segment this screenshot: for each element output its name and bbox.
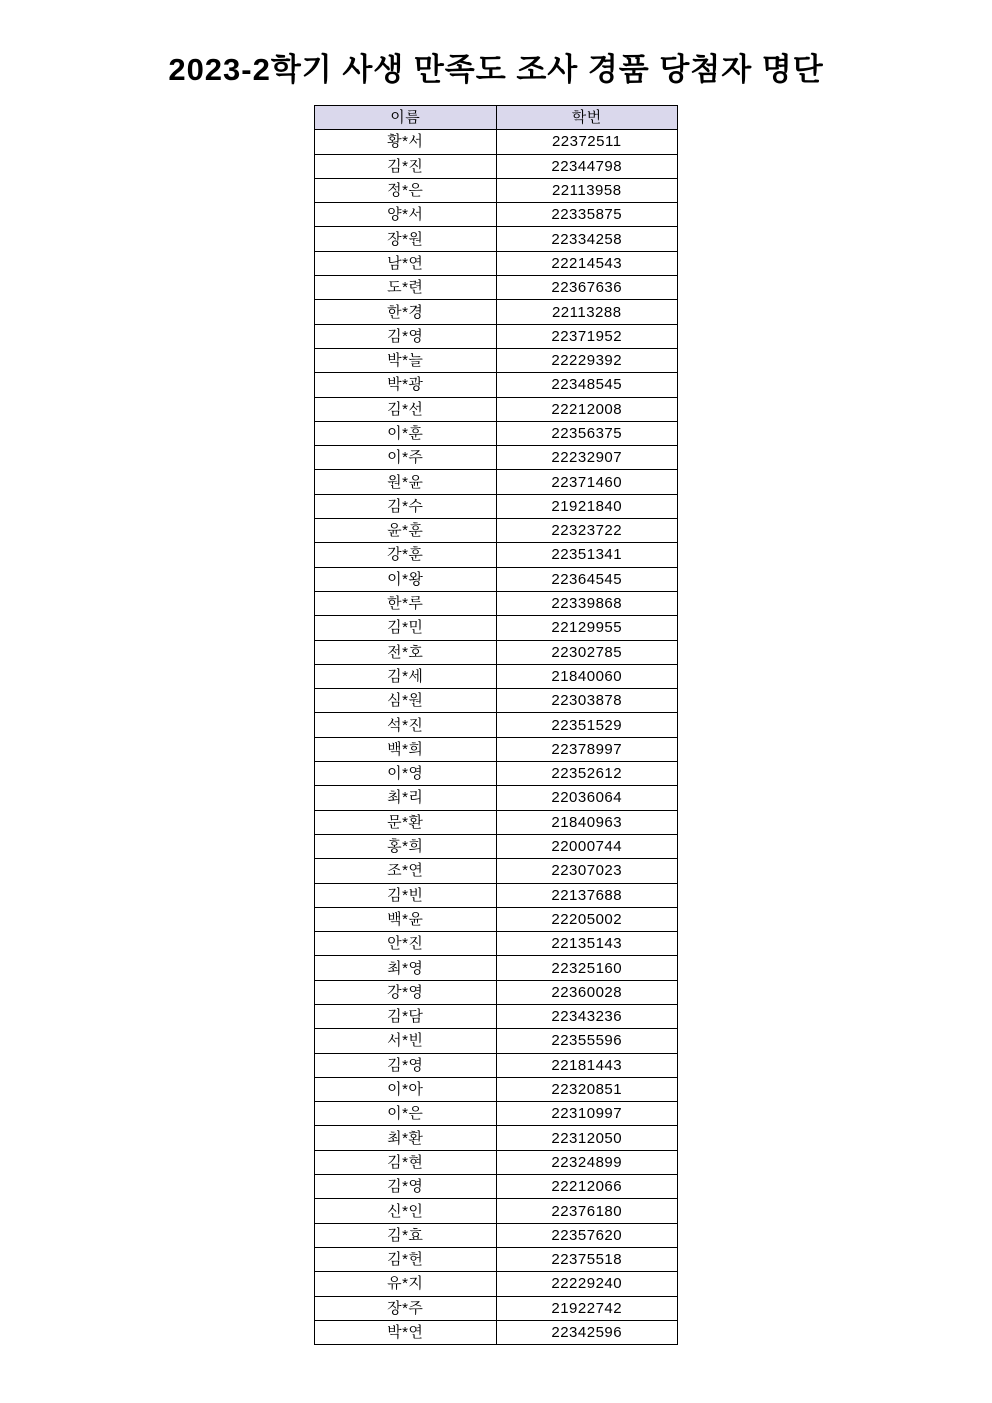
student-id-cell: 22356375 [496,421,678,445]
table-row [315,1175,678,1199]
table-row [315,737,678,761]
table-row [315,834,678,858]
name-cell: 남*연 [315,251,497,275]
name-cell: 김*영 [315,324,497,348]
student-id-cell: 22129955 [496,616,678,640]
table-header [315,106,678,130]
name-cell: 이*왕 [315,567,497,591]
table-row [315,1004,678,1028]
student-id-cell: 22324899 [496,1150,678,1174]
name-cell: 윤*훈 [315,519,497,543]
name-cell: 이*아 [315,1077,497,1101]
name-cell: 김*세 [315,664,497,688]
student-id-cell: 22325160 [496,956,678,980]
table-row [315,567,678,591]
student-id-cell: 22323722 [496,519,678,543]
name-cell: 김*헌 [315,1247,497,1271]
name-cell: 도*련 [315,276,497,300]
student-id-cell: 22229392 [496,348,678,372]
table-row [315,1077,678,1101]
name-cell: 유*지 [315,1272,497,1296]
name-cell: 홍*희 [315,834,497,858]
name-cell: 김*빈 [315,883,497,907]
header-cell-student-id: 학번 [496,106,678,130]
name-cell: 문*환 [315,810,497,834]
table-row [315,1053,678,1077]
name-cell: 석*진 [315,713,497,737]
table-row [315,1247,678,1271]
student-id-cell: 22343236 [496,1004,678,1028]
student-id-cell: 22371460 [496,470,678,494]
student-id-cell: 22212008 [496,397,678,421]
name-cell: 최*리 [315,786,497,810]
student-id-cell: 22352612 [496,762,678,786]
student-id-cell: 21840963 [496,810,678,834]
name-cell: 백*희 [315,737,497,761]
table-row [315,348,678,372]
name-cell: 이*영 [315,762,497,786]
name-cell: 한*경 [315,300,497,324]
table-row [315,397,678,421]
student-id-cell: 22335875 [496,203,678,227]
table-row [315,251,678,275]
table-row [315,543,678,567]
name-cell: 최*영 [315,956,497,980]
name-cell: 백*윤 [315,907,497,931]
table-row [315,276,678,300]
student-id-cell: 22339868 [496,591,678,615]
student-id-cell: 22205002 [496,907,678,931]
student-id-cell: 22307023 [496,859,678,883]
table-row [315,713,678,737]
table-body [315,130,678,1345]
table-row [315,178,678,202]
table-row [315,1102,678,1126]
student-id-cell: 21921840 [496,494,678,518]
student-id-cell: 22036064 [496,786,678,810]
header-row [315,106,678,130]
table-row [315,1029,678,1053]
table-row [315,324,678,348]
student-id-cell: 22312050 [496,1126,678,1150]
table-row [315,1320,678,1344]
student-id-cell: 22113288 [496,300,678,324]
student-id-cell: 22135143 [496,932,678,956]
name-cell: 김*효 [315,1223,497,1247]
name-cell: 이*훈 [315,421,497,445]
table-row [315,616,678,640]
table-row [315,227,678,251]
name-cell: 정*은 [315,178,497,202]
name-cell: 최*환 [315,1126,497,1150]
student-id-cell: 22229240 [496,1272,678,1296]
student-id-cell: 22113958 [496,178,678,202]
table-row [315,883,678,907]
table-row [315,446,678,470]
table-row [315,859,678,883]
student-id-cell: 21922742 [496,1296,678,1320]
student-id-cell: 21840060 [496,664,678,688]
table-row [315,494,678,518]
table-row [315,421,678,445]
name-cell: 한*루 [315,591,497,615]
table-row [315,1126,678,1150]
student-id-cell: 22212066 [496,1175,678,1199]
table-row [315,907,678,931]
table-row [315,980,678,1004]
name-cell: 전*호 [315,640,497,664]
student-id-cell: 22364545 [496,567,678,591]
table-row [315,1296,678,1320]
student-id-cell: 22378997 [496,737,678,761]
student-id-cell: 22348545 [496,373,678,397]
name-cell: 이*주 [315,446,497,470]
name-cell: 서*빈 [315,1029,497,1053]
student-id-cell: 22320851 [496,1077,678,1101]
table-row [315,154,678,178]
name-cell: 김*수 [315,494,497,518]
table-row [315,203,678,227]
student-id-cell: 22351341 [496,543,678,567]
name-cell: 김*민 [315,616,497,640]
table-row [315,664,678,688]
table-row [315,470,678,494]
table-row [315,689,678,713]
name-cell: 박*늘 [315,348,497,372]
table-row [315,1272,678,1296]
student-id-cell: 22342596 [496,1320,678,1344]
table-row [315,130,678,154]
student-id-cell: 22372511 [496,130,678,154]
student-id-cell: 22137688 [496,883,678,907]
table-row [315,956,678,980]
table-row [315,1150,678,1174]
name-cell: 이*은 [315,1102,497,1126]
table-row [315,932,678,956]
student-id-cell: 22355596 [496,1029,678,1053]
header-cell-name: 이름 [315,106,497,130]
name-cell: 김*진 [315,154,497,178]
name-cell: 장*원 [315,227,497,251]
table-row [315,1199,678,1223]
table-row [315,373,678,397]
table-row [315,300,678,324]
student-id-cell: 22303878 [496,689,678,713]
name-cell: 심*원 [315,689,497,713]
table-row [315,519,678,543]
name-cell: 조*연 [315,859,497,883]
table-row [315,640,678,664]
student-id-cell: 22357620 [496,1223,678,1247]
name-cell: 안*진 [315,932,497,956]
table-row [315,1223,678,1247]
name-cell: 김*현 [315,1150,497,1174]
name-cell: 장*주 [315,1296,497,1320]
name-cell: 양*서 [315,203,497,227]
table-row [315,762,678,786]
name-cell: 원*윤 [315,470,497,494]
student-id-cell: 22367636 [496,276,678,300]
table-row [315,591,678,615]
name-cell: 박*연 [315,1320,497,1344]
student-id-cell: 22302785 [496,640,678,664]
student-id-cell: 22232907 [496,446,678,470]
student-id-cell: 22371952 [496,324,678,348]
student-id-cell: 22000744 [496,834,678,858]
student-id-cell: 22310997 [496,1102,678,1126]
winners-table [314,105,678,1345]
table-row [315,786,678,810]
name-cell: 황*서 [315,130,497,154]
name-cell: 김*영 [315,1053,497,1077]
name-cell: 김*담 [315,1004,497,1028]
name-cell: 강*훈 [315,543,497,567]
name-cell: 강*영 [315,980,497,1004]
student-id-cell: 22344798 [496,154,678,178]
student-id-cell: 22214543 [496,251,678,275]
student-id-cell: 22181443 [496,1053,678,1077]
student-id-cell: 22334258 [496,227,678,251]
student-id-cell: 22376180 [496,1199,678,1223]
name-cell: 신*인 [315,1199,497,1223]
student-id-cell: 22360028 [496,980,678,1004]
page-title: 2023-2학기 사생 만족도 조사 경품 당첨자 명단 [168,52,824,87]
name-cell: 박*광 [315,373,497,397]
student-id-cell: 22351529 [496,713,678,737]
name-cell: 김*선 [315,397,497,421]
student-id-cell: 22375518 [496,1247,678,1271]
table-row [315,810,678,834]
name-cell: 김*영 [315,1175,497,1199]
